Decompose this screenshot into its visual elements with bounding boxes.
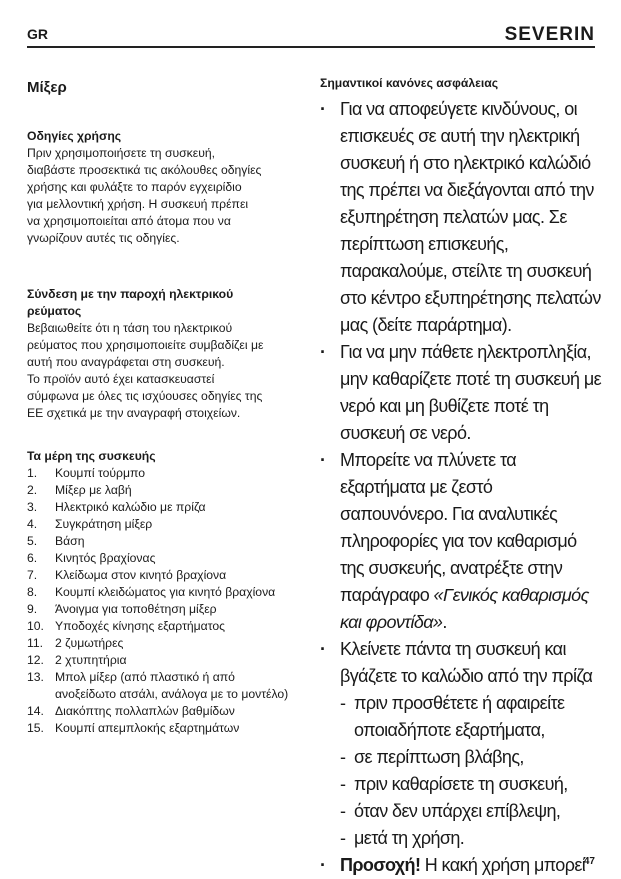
page-title: Μίξερ <box>27 79 67 96</box>
item-number: 1. <box>27 466 38 480</box>
sub-item-text: πριν προσθέτετε ή αφαιρείτε οποιαδήποτε εξαρτήματα, <box>354 693 565 740</box>
safety-text: Για να αποφεύγετε κινδύνους, οι επισκευές σε αυτή την ηλεκτρική συσκευή ή στο ηλεκτρικό καλώδιό της πρέπει να διεξάγονται από την εξυπηρέτηση πελατών μας. Σε περίπτωση επισκευής, παρακαλούμε, στείλτε τη συσκευή στο κέντρο εξυπηρέτησης πελατών μας (δείτε παράρτημα). <box>340 99 601 335</box>
item-text: Άνοιγμα για τοποθέτηση μίξερ <box>55 602 217 616</box>
sub-item <box>340 744 602 771</box>
text-line: Το προϊόν αυτό έχει κατασκευαστεί <box>27 372 215 386</box>
list-item <box>27 618 297 635</box>
bullet-icon: · <box>320 450 326 470</box>
text-line: Βεβαιωθείτε ότι η τάση του ηλεκτρικού <box>27 321 233 335</box>
list-item <box>27 584 297 601</box>
list-item <box>27 499 297 516</box>
cross-reference: «Γενικός καθαρισμός και φροντίδα» <box>340 585 589 632</box>
item-number: 7. <box>27 568 38 582</box>
item-text: Κουμπί τούρμπο <box>55 466 146 480</box>
list-item <box>27 465 297 482</box>
connection-heading-cont: ρεύματος <box>27 304 82 318</box>
item-text: Συγκράτηση μίξερ <box>55 517 153 531</box>
sub-item <box>340 771 602 798</box>
page-number: 47 <box>583 856 595 867</box>
parts-section <box>27 448 297 737</box>
item-number: 8. <box>27 585 38 599</box>
list-item <box>27 669 297 703</box>
safety-item <box>320 339 602 447</box>
item-number: 2. <box>27 483 38 497</box>
bullet-icon: · <box>320 99 326 119</box>
item-text: Κλείδωμα στον κινητό βραχίονα <box>55 568 227 582</box>
language-code: GR <box>27 26 48 42</box>
item-number: 12. <box>27 653 44 667</box>
text-line: διαβάστε προσεκτικά τις ακόλουθες οδηγίες <box>27 163 262 177</box>
item-text: Κουμπί κλειδώματος για κινητό βραχίονα <box>55 585 276 599</box>
header-divider <box>27 46 595 48</box>
text-line: ρεύματος που χρησιμοποιείτε συμβαδίζει με <box>27 338 264 352</box>
bullet-icon: · <box>320 855 326 875</box>
item-number: 3. <box>27 500 38 514</box>
sub-item-text: πριν καθαρίσετε τη συσκευή, <box>354 774 568 794</box>
item-text: 2 ζυμωτήρες <box>55 636 124 650</box>
sub-item <box>340 825 602 852</box>
list-item <box>27 635 297 652</box>
connection-heading: Σύνδεση με την παροχή ηλεκτρικού <box>27 287 234 301</box>
dash-icon: - <box>340 693 346 713</box>
parts-heading: Τα μέρη της συσκευής <box>27 449 156 463</box>
bullet-icon: · <box>320 639 326 659</box>
list-item <box>27 720 297 737</box>
item-number: 9. <box>27 602 38 616</box>
sub-item-text: μετά τη χρήση. <box>354 828 465 848</box>
list-item <box>27 516 297 533</box>
instructions-section <box>27 128 297 247</box>
item-text: Βάση <box>55 534 85 548</box>
item-number: 6. <box>27 551 38 565</box>
item-number: 5. <box>27 534 38 548</box>
safety-item <box>320 96 602 339</box>
list-item <box>27 567 297 584</box>
brand-logo: SEVERIN <box>504 24 595 45</box>
list-item <box>27 601 297 618</box>
sub-item-text: σε περίπτωση βλάβης, <box>354 747 524 767</box>
safety-text: Κλείνετε πάντα τη συσκευή και βγάζετε το καλώδιο από την πρίζα <box>340 639 593 686</box>
item-number: 13. <box>27 670 44 684</box>
text-line: ΕΕ σχετικά με την αναγραφή στοιχείων. <box>27 406 241 420</box>
bullet-icon: · <box>320 342 326 362</box>
text-line: Πριν χρησιμοποιήσετε τη συσκευή, <box>27 146 216 160</box>
item-number: 4. <box>27 517 38 531</box>
dash-icon: - <box>340 828 346 848</box>
item-number: 14. <box>27 704 44 718</box>
item-text: Διακόπτης πολλαπλών βαθμίδων <box>55 704 235 718</box>
item-text: Υποδοχές κίνησης εξαρτήματος <box>55 619 226 633</box>
item-number: 11. <box>27 636 44 650</box>
list-item <box>27 482 297 499</box>
text-line: να χρησιμοποιείται από άτομα που να <box>27 214 231 228</box>
item-number: 10. <box>27 619 44 633</box>
sub-item <box>340 690 602 744</box>
text-line: σύμφωνα με όλες τις ισχύουσες οδηγίες της <box>27 389 263 403</box>
list-item <box>27 652 297 669</box>
item-text: Μίξερ με λαβή <box>55 483 132 497</box>
safety-text-end: . <box>442 612 447 632</box>
dash-icon: - <box>340 774 346 794</box>
text-line: χρήσης και φυλάξτε το παρόν εγχειρίδιο <box>27 180 242 194</box>
item-number: 15. <box>27 721 44 735</box>
safety-item <box>320 447 602 636</box>
list-item <box>27 533 297 550</box>
safety-heading: Σημαντικοί κανόνες ασφάλειας <box>320 76 499 90</box>
text-line: για μελλοντική χρήση. Η συσκευή πρέπει <box>27 197 249 211</box>
sub-list <box>340 690 602 852</box>
text-line: γνωρίζουν αυτές τις οδηγίες. <box>27 231 180 245</box>
safety-text: Η κακή χρήση μπορεί <box>420 855 586 875</box>
list-item <box>27 550 297 567</box>
instructions-heading: Οδηγίες χρήσης <box>27 129 122 143</box>
item-text: 2 χτυπητήρια <box>55 653 127 667</box>
list-item <box>27 703 297 720</box>
warning-label: Προσοχή! <box>340 855 421 875</box>
sub-item-text: όταν δεν υπάρχει επίβλεψη, <box>354 801 561 821</box>
safety-list <box>320 96 602 879</box>
connection-section <box>27 286 297 422</box>
item-text: Κινητός βραχίονας <box>55 551 156 565</box>
dash-icon: - <box>340 801 346 821</box>
item-text: Μπολ μίξερ (από πλαστικό ή από ανοξείδωτο ατσάλι, ανάλογα με το μοντέλο) <box>55 670 289 701</box>
safety-text: Μπορείτε να πλύνετε τα εξαρτήματα με ζεστό σαπουνόνερο. Για αναλυτικές πληροφορίες για τον καθαρισμό της συσκευής, ανατρέξτε στην παράγραφο <box>340 450 577 605</box>
text-line: αυτή που αναγράφεται στη συσκευή. <box>27 355 225 369</box>
parts-list <box>27 465 297 737</box>
dash-icon: - <box>340 747 346 767</box>
item-text: Ηλεκτρικό καλώδιο με πρίζα <box>55 500 206 514</box>
safety-text: Για να μην πάθετε ηλεκτροπληξία, μην καθαρίζετε ποτέ τη συσκευή με νερό και μη βυθίζετε ποτέ τη συσκευή σε νερό. <box>340 342 602 443</box>
safety-item <box>320 636 602 852</box>
item-text: Κουμπί απεμπλοκής εξαρτημάτων <box>55 721 240 735</box>
sub-item <box>340 798 602 825</box>
